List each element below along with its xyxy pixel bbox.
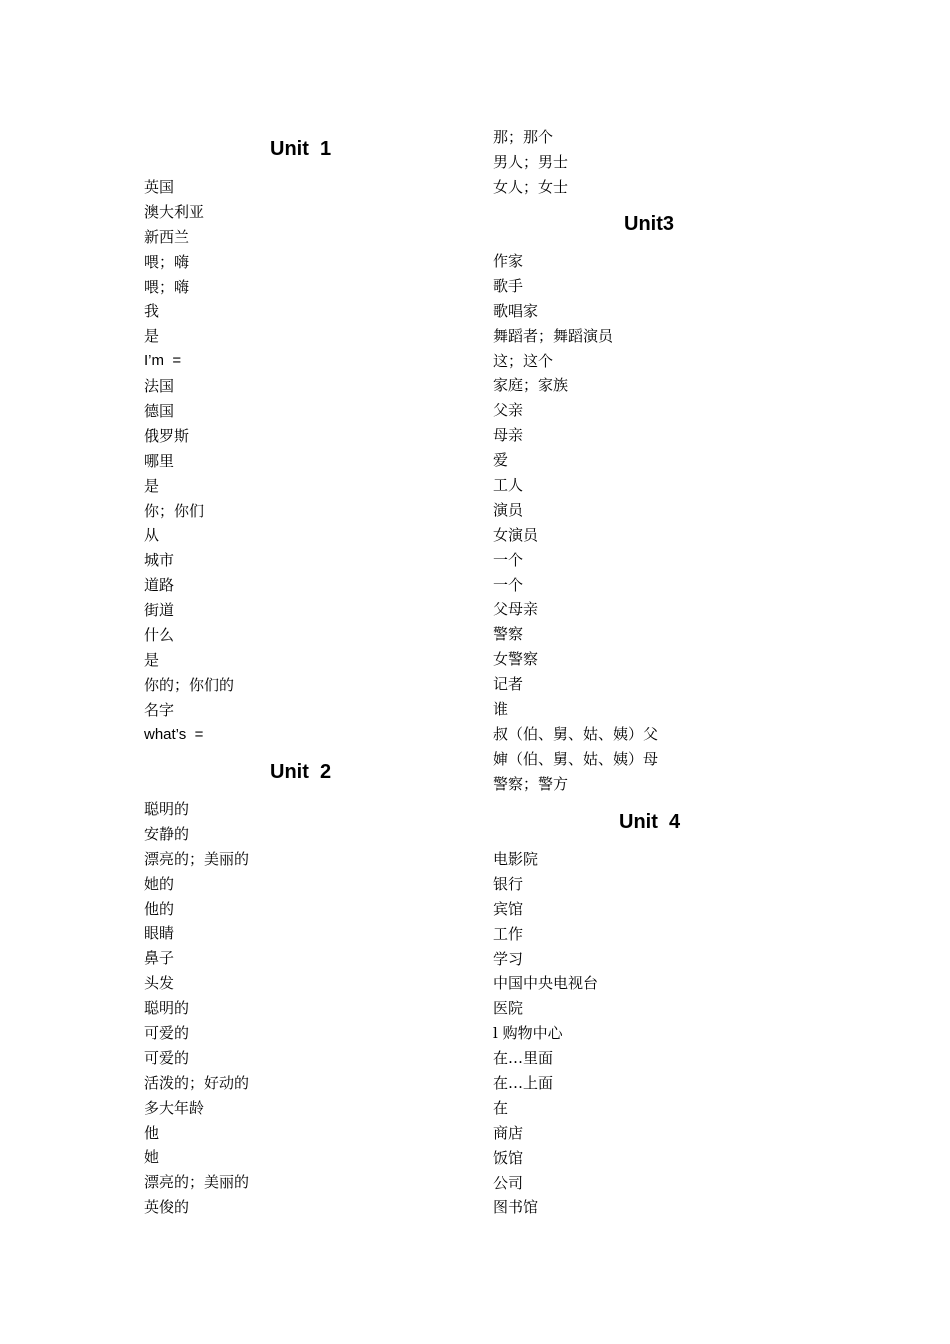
vocab-item: 谁 bbox=[493, 700, 509, 719]
vocab-item: 爱 bbox=[493, 451, 509, 470]
unit2-heading: Unit 2 bbox=[270, 761, 332, 783]
vocab-item: 歌手 bbox=[493, 276, 524, 295]
vocab-item: 是 bbox=[144, 650, 160, 669]
vocab-item: 英俊的 bbox=[144, 1198, 190, 1217]
vocab-item: l 购物中心 bbox=[493, 1024, 563, 1043]
vocab-item: 家庭；家族 bbox=[493, 376, 569, 395]
vocab-item: 城市 bbox=[144, 551, 175, 570]
vocab-item: 聪明的 bbox=[144, 999, 190, 1018]
vocab-item: 她 bbox=[144, 1148, 160, 1167]
vocab-item: 一个 bbox=[493, 550, 524, 569]
vocab-item: 新西兰 bbox=[144, 227, 190, 246]
vocab-item: 她的 bbox=[144, 874, 175, 893]
vocab-item: 女演员 bbox=[493, 525, 539, 544]
vocab-item: 银行 bbox=[493, 874, 524, 893]
unit3-word-list bbox=[493, 249, 658, 797]
vocab-item: 在…里面 bbox=[493, 1049, 554, 1068]
vocab-item: 喂；嗨 bbox=[144, 277, 190, 296]
vocab-item: 母亲 bbox=[493, 426, 524, 445]
vocab-item: 作家 bbox=[493, 252, 524, 270]
unit3-heading: Unit3 bbox=[624, 213, 674, 235]
vocab-item: 在…上面 bbox=[493, 1074, 554, 1093]
vocab-item: 父亲 bbox=[493, 401, 524, 420]
vocab-item: 商店 bbox=[493, 1123, 524, 1142]
vocab-item: 鼻子 bbox=[144, 949, 175, 968]
vocab-item: 饭馆 bbox=[493, 1148, 524, 1167]
vocab-item: 电影院 bbox=[493, 850, 539, 868]
vocab-item: 一个 bbox=[493, 575, 524, 594]
vocab-item: 名字 bbox=[144, 700, 175, 719]
vocab-item: 宾馆 bbox=[493, 899, 524, 918]
vocab-item: 你的；你们的 bbox=[144, 675, 235, 694]
unit1-word-list bbox=[144, 175, 234, 747]
unit1-heading: Unit 1 bbox=[270, 138, 332, 160]
vocab-item: 父母亲 bbox=[493, 600, 539, 619]
vocab-item: what’s = bbox=[144, 725, 204, 743]
vocab-item: 什么 bbox=[144, 626, 175, 645]
unit4-heading: Unit 4 bbox=[619, 811, 681, 833]
vocab-item: 从 bbox=[144, 526, 160, 545]
vocab-item: 他 bbox=[144, 1123, 160, 1142]
vocab-item: 澳大利亚 bbox=[144, 202, 205, 221]
vocab-item: 是 bbox=[144, 327, 160, 346]
vocab-item: 眼睛 bbox=[144, 924, 175, 943]
vocab-item: I’m = bbox=[144, 352, 182, 370]
vocab-item: 法国 bbox=[144, 377, 175, 396]
vocab-item: 图书馆 bbox=[493, 1198, 539, 1217]
vocab-item: 记者 bbox=[493, 675, 524, 694]
vocab-item: 是 bbox=[144, 476, 160, 495]
vocab-item: 安静的 bbox=[144, 824, 190, 843]
vocab-item: 学习 bbox=[493, 949, 524, 968]
vocab-item: 演员 bbox=[493, 500, 524, 519]
vocab-item: 中国中央电视台 bbox=[493, 974, 599, 993]
vocab-item: 可爱的 bbox=[144, 1024, 190, 1043]
vocab-item: 这；这个 bbox=[493, 351, 554, 370]
vocab-item: 舞蹈者；舞蹈演员 bbox=[493, 326, 614, 345]
vocab-item: 漂亮的；美丽的 bbox=[144, 849, 250, 868]
vocab-item: 街道 bbox=[144, 601, 175, 620]
vocab-item: 在 bbox=[493, 1098, 509, 1117]
vocab-item: 歌唱家 bbox=[493, 301, 539, 320]
vocab-item: 工人 bbox=[493, 476, 524, 495]
vocab-item: 多大年龄 bbox=[144, 1098, 205, 1117]
vocab-item: 漂亮的；美丽的 bbox=[144, 1173, 250, 1192]
vocab-item: 医院 bbox=[493, 999, 524, 1018]
vocab-item: 男人；男士 bbox=[493, 152, 569, 171]
vocab-item: 女人；女士 bbox=[493, 177, 569, 196]
vocab-item: 我 bbox=[144, 302, 160, 321]
vocab-item: 叔（伯、舅、姑、姨）父 bbox=[493, 724, 659, 743]
unit2-word-list bbox=[144, 797, 249, 1220]
vocab-item: 头发 bbox=[144, 974, 175, 993]
vocab-item: 警察 bbox=[493, 625, 524, 644]
vocab-item: 俄罗斯 bbox=[144, 426, 190, 445]
vocab-item: 哪里 bbox=[144, 451, 175, 470]
vocab-item: 德国 bbox=[144, 402, 175, 421]
vocab-item: 喂；嗨 bbox=[144, 252, 190, 271]
vocab-item: 道路 bbox=[144, 576, 175, 595]
vocab-item: 聪明的 bbox=[144, 800, 190, 818]
vocab-item: 工作 bbox=[493, 924, 524, 943]
unit4-word-list bbox=[493, 847, 598, 1220]
vocab-item: 婶（伯、舅、姑、姨）母 bbox=[493, 749, 659, 768]
vocab-item: 活泼的；好动的 bbox=[144, 1073, 250, 1092]
vocab-item: 英国 bbox=[144, 178, 175, 196]
vocab-item: 女警察 bbox=[493, 650, 539, 669]
vocab-item: 你；你们 bbox=[144, 501, 205, 520]
vocab-item: 可爱的 bbox=[144, 1048, 190, 1067]
vocab-item: 警察；警方 bbox=[493, 774, 569, 793]
vocab-item: 他的 bbox=[144, 899, 175, 918]
vocab-item: 那；那个 bbox=[493, 128, 554, 146]
continued-word-list bbox=[493, 125, 568, 200]
vocab-item: 公司 bbox=[493, 1173, 524, 1192]
